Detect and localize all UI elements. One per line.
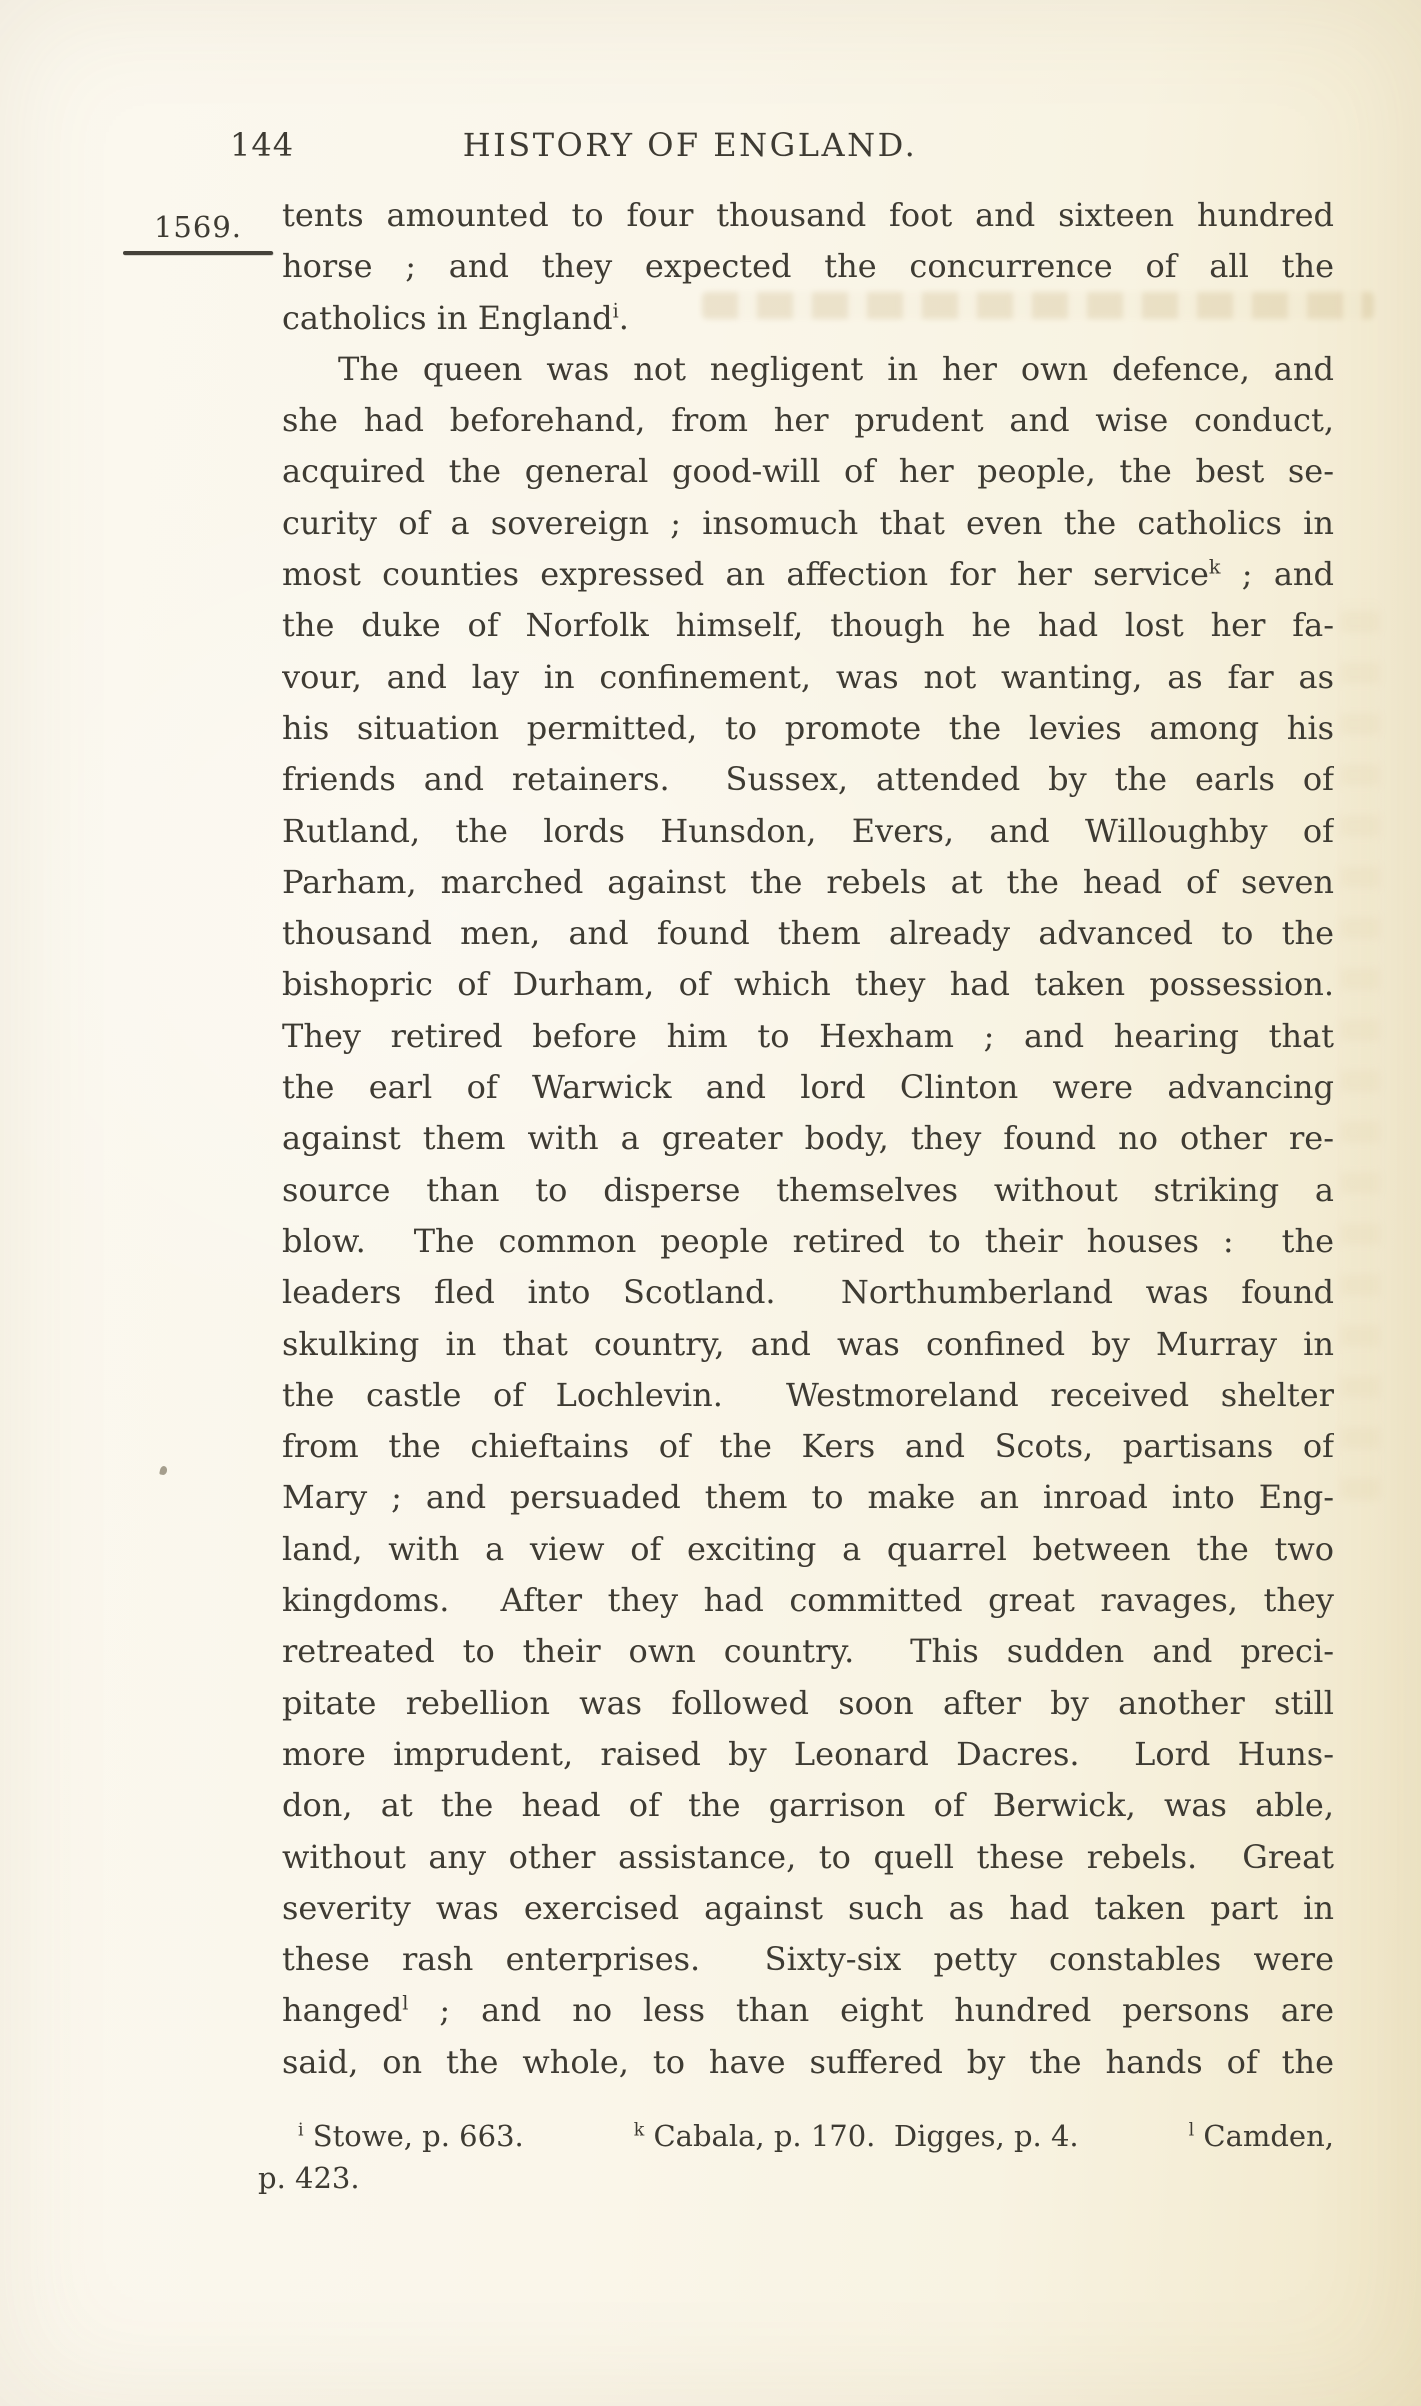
footnote-marker: l bbox=[1188, 2120, 1195, 2141]
text-line: don, at the head of the garrison of Berwick, was able, bbox=[282, 1786, 1334, 1825]
text-line: bishopric of Durham, of which they had taken possession. bbox=[282, 965, 1334, 1004]
footnote-marker: l bbox=[402, 1991, 409, 2015]
footnote-marker: k bbox=[1208, 555, 1221, 579]
footnotes bbox=[258, 2118, 1334, 2196]
footnote-marker: i bbox=[298, 2120, 304, 2141]
text-line: hanged$^l$ ; and no less than eight hundred persons are bbox=[282, 1991, 1334, 2030]
text-line: his situation permitted, to promote the levies among his bbox=[282, 708, 1334, 747]
margin-note bbox=[123, 210, 273, 255]
text-line: acquired the general good-will of her people, the best se- bbox=[282, 452, 1334, 491]
text-line: without any other assistance, to quell these rebels. Great bbox=[282, 1837, 1334, 1876]
text-line: pitate rebellion was followed soon after by another still bbox=[282, 1683, 1334, 1722]
text-line: thousand men, and found them already advanced to the bbox=[282, 914, 1334, 953]
text-line: skulking in that country, and was confined by Murray in bbox=[282, 1324, 1334, 1363]
text-line: The queen was not negligent in her own defence, and bbox=[338, 349, 1334, 388]
footnote-citation: $^l$ Camden, bbox=[1188, 2119, 1334, 2153]
text-line: kingdoms. After they had committed great ravages, they bbox=[282, 1581, 1334, 1620]
text-line: from the chieftains of the Kers and Scots, partisans of bbox=[282, 1427, 1334, 1466]
margin-year-label: 1569. bbox=[153, 210, 243, 244]
text-line: They retired before him to Hexham ; and hearing that bbox=[282, 1016, 1334, 1055]
text-line: the duke of Norfolk himself, though he had lost her fa- bbox=[282, 606, 1334, 645]
text-line: these rash enterprises. Sixty-six petty constables were bbox=[282, 1940, 1334, 1979]
text-line: she had beforehand, from her prudent and wise conduct, bbox=[282, 401, 1334, 440]
text-line: catholics in England$^i$. bbox=[282, 298, 629, 337]
text-line: the castle of Lochlevin. Westmoreland received shelter bbox=[282, 1375, 1334, 1414]
text-line: horse ; and they expected the concurrence of all the bbox=[282, 247, 1334, 286]
text-line: against them with a greater body, they found no other re- bbox=[282, 1119, 1334, 1158]
body-text bbox=[282, 190, 1334, 2088]
text-line: said, on the whole, to have suffered by the hands of the bbox=[282, 2042, 1334, 2081]
text-line: Mary ; and persuaded them to make an inroad into Eng- bbox=[282, 1478, 1334, 1517]
page-number: 144 bbox=[230, 126, 295, 164]
text-line: leaders fled into Scotland. Northumberland was found bbox=[282, 1273, 1334, 1312]
text-line: most counties expressed an affection for her service$^k$ ; and bbox=[282, 555, 1334, 594]
text-line: retreated to their own country. This sudden and preci- bbox=[282, 1632, 1334, 1671]
ink-bleed-through-edge bbox=[1340, 600, 1380, 1500]
footnote-citation: $^i$ Stowe, p. 663. bbox=[298, 2119, 524, 2153]
text-line: land, with a view of exciting a quarrel between the two bbox=[282, 1529, 1334, 1568]
text-line: curity of a sovereign ; insomuch that even the catholics in bbox=[282, 503, 1334, 542]
footnote-continuation: p. 423. bbox=[258, 2161, 360, 2195]
text-line: friends and retainers. Sussex, attended by the earls of bbox=[282, 760, 1334, 799]
running-head bbox=[0, 126, 1421, 170]
text-line: the earl of Warwick and lord Clinton were advancing bbox=[282, 1068, 1334, 1107]
running-title: HISTORY OF ENGLAND. bbox=[462, 126, 918, 164]
text-line: severity was exercised against such as had taken part in bbox=[282, 1888, 1334, 1927]
footnote-marker: i bbox=[612, 298, 619, 322]
footnote-marker: k bbox=[633, 2120, 645, 2141]
text-line: vour, and lay in confinement, was not wanting, as far as bbox=[282, 657, 1334, 696]
ink-speck bbox=[159, 1465, 168, 1475]
footnote-citation: $^k$ Cabala, p. 170. Digges, p. 4. bbox=[633, 2119, 1079, 2153]
text-line: tents amounted to four thousand foot and sixteen hundred bbox=[282, 196, 1334, 234]
text-line: Rutland, the lords Hunsdon, Evers, and Willoughby of bbox=[282, 811, 1334, 850]
text-line: Parham, marched against the rebels at the head of seven bbox=[282, 862, 1334, 901]
footnote-row bbox=[282, 2118, 1334, 2154]
text-line: source than to disperse themselves without striking a bbox=[282, 1170, 1334, 1209]
text-line: blow. The common people retired to their houses : the bbox=[282, 1221, 1334, 1260]
text-line: more imprudent, raised by Leonard Dacres. Lord Huns- bbox=[282, 1734, 1334, 1773]
margin-rule bbox=[123, 251, 273, 255]
